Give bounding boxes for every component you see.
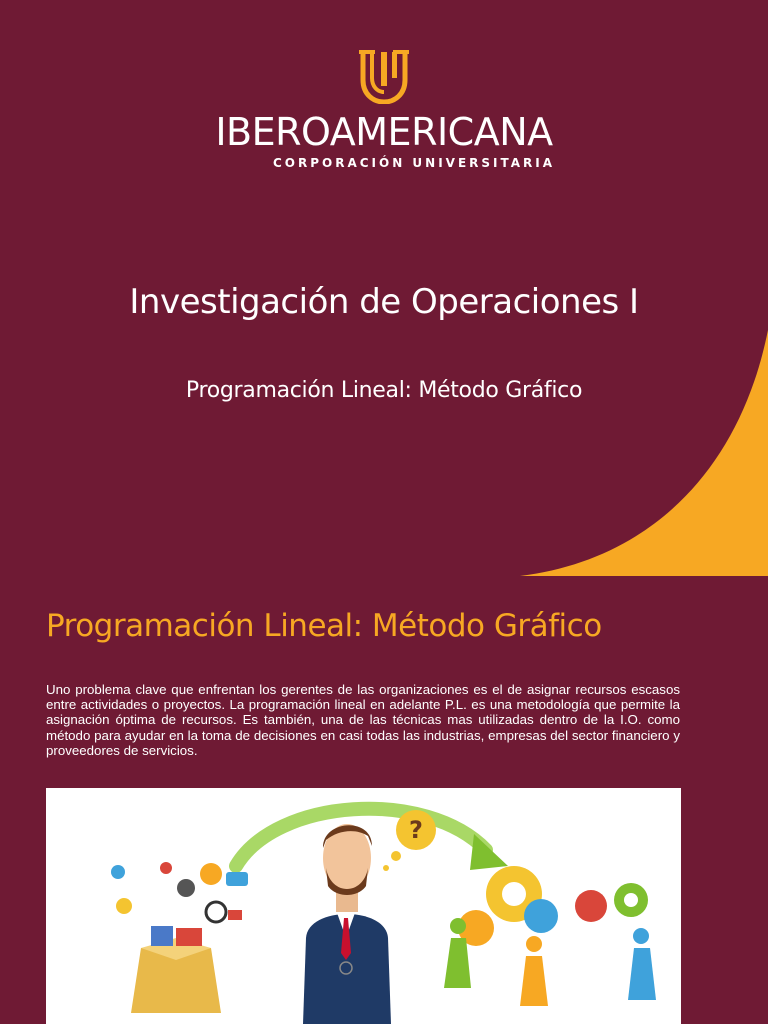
brand-subtitle: CORPORACIÓN UNIVERSITARIA [272, 156, 556, 170]
cover-subtitle: Programación Lineal: Método Gráfico [185, 378, 583, 403]
businessman-icon [303, 824, 391, 1024]
gears-team-icon [444, 866, 656, 1006]
iberoamericana-logo [0, 48, 768, 170]
ui-monogram-icon [359, 48, 409, 104]
cover-title: Investigación de Operaciones I [129, 282, 639, 322]
content-slide [0, 590, 768, 1024]
content-heading: Programación Lineal: Método Gráfico [46, 608, 602, 644]
resources-box-icon [111, 862, 248, 1013]
brand-name: IBEROAMERICANA [215, 110, 553, 154]
question-bubble-icon [383, 810, 436, 871]
content-paragraph: Uno problema clave que enfrentan los gerentes de las organizaciones es el de asignar recursos escasos entre actividades o proyectos. La programación lineal en adelante P.L. es una metodología que permite la asignación óptima de recursos. Es también, una de las técnicas mas utilizadas dentro de la I.O. como método para ayudar en la toma de decisiones en casi todas las industrias, empresas del sector financiero y proveedores de servicios. [46, 682, 680, 758]
question-mark: ? [409, 816, 423, 844]
businessman-thinking-illustration [46, 788, 681, 1024]
